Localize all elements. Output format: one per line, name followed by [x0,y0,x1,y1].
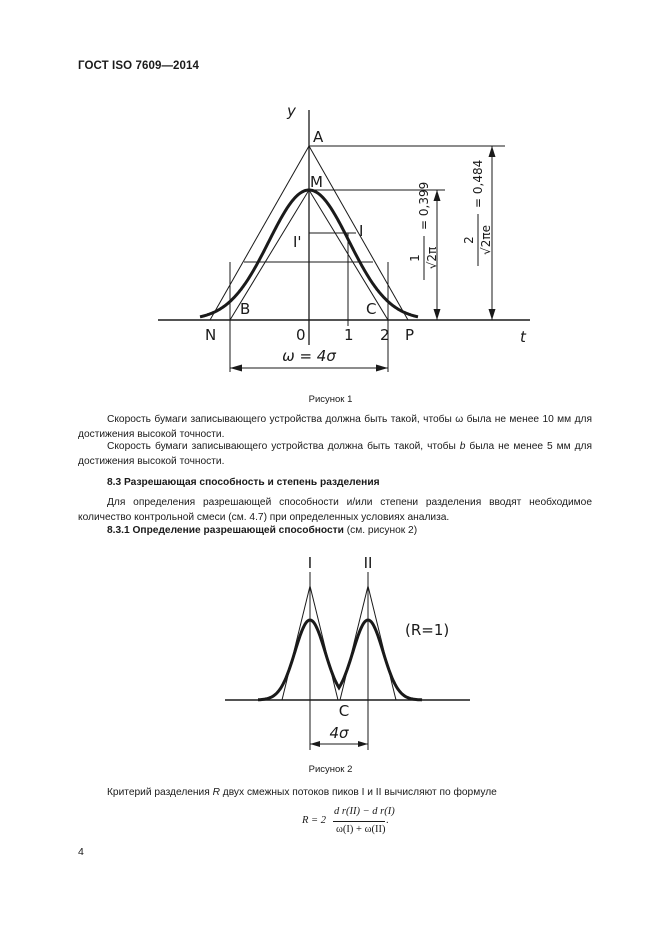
formula-intro-after: двух смежных потоков пиков I и II вычисляют по формуле [219,787,497,798]
double-peak-curve [258,620,422,700]
label-m: M [310,173,323,191]
label-b: B [240,300,251,318]
subsection-reference: (см. рисунок 2) [343,525,418,536]
paragraph-paper-speed-omega: Скорость бумаги записывающего устройства должна быть такой, чтобы ω была не менее 10 мм для достижения высокой точности. [78,414,592,440]
peak-1-tangent-left [282,586,310,700]
page-number: 4 [78,846,84,858]
peak-distance-label: 4σ [329,724,349,742]
formula-fraction-bar [333,821,385,822]
label-a: A [313,128,324,146]
label-inflection-right: I [359,222,364,240]
subsection-title: 8.3.1 Определение разрешающей способности [107,525,344,536]
peak-1-tangent-right [310,586,338,700]
p2-variable: b [459,441,466,452]
section-heading-8-3: 8.3 Разрешающая способность и степень разделения [107,477,380,488]
formula-denominator: ω(I) + ω(II) [336,824,386,835]
tick-label-0: 0 [296,326,306,344]
peak-2-label: II [363,554,373,572]
t-axis-label: t [520,328,526,346]
formula-intro [78,785,592,800]
p2-text-after: была не менее 5 мм для достижения высокой точности. [78,441,593,467]
p2-text-before: Скорость бумаги записывающего устройства должна быть такой, чтобы [107,441,460,452]
figure-1-caption: Рисунок 1 [308,394,353,405]
label-p: P [405,326,415,344]
tick-label-2: 2 [380,326,390,344]
paragraph-control-mixture: Для определения разрешающей способности и/или степени разделения вводят необходимое количество контрольной смеси (см. 4.7) при определенных условиях анализа. [78,497,592,523]
figure-2-caption: Рисунок 2 [308,764,353,775]
height-a-value: = 0,484 [471,159,485,208]
formula-intro-before: Критерий разделения [107,787,213,798]
height-m-denominator: √2π [425,246,439,270]
tick-label-1: 1 [344,326,354,344]
height-m-numerator: 1 [408,254,422,262]
label-n: N [205,326,217,344]
resolution-formula [300,806,420,842]
peak-2-tangent-right [368,586,396,700]
formula-lhs: R = 2 [302,815,326,826]
height-a-denominator: √2πe [479,225,493,255]
label-c: C [366,300,377,318]
peak-1-label: I [307,554,313,572]
formula-period: . [386,815,389,826]
crossing-point-label: C [338,702,350,720]
width-label: ω = 4σ [282,347,336,365]
resolution-criterion-label: (R=1) [405,621,450,639]
height-a-numerator: 2 [462,236,476,244]
formula-numerator: d r(II) − d r(I) [334,806,395,817]
document-header: ГОСТ ISO 7609—2014 [78,60,200,72]
formula-intro-variable: R [212,787,220,798]
y-axis-label: y [287,102,296,120]
label-inflection-left: I' [293,233,302,251]
peak-2-tangent-left [340,586,368,700]
height-m-value: = 0,399 [417,181,431,230]
